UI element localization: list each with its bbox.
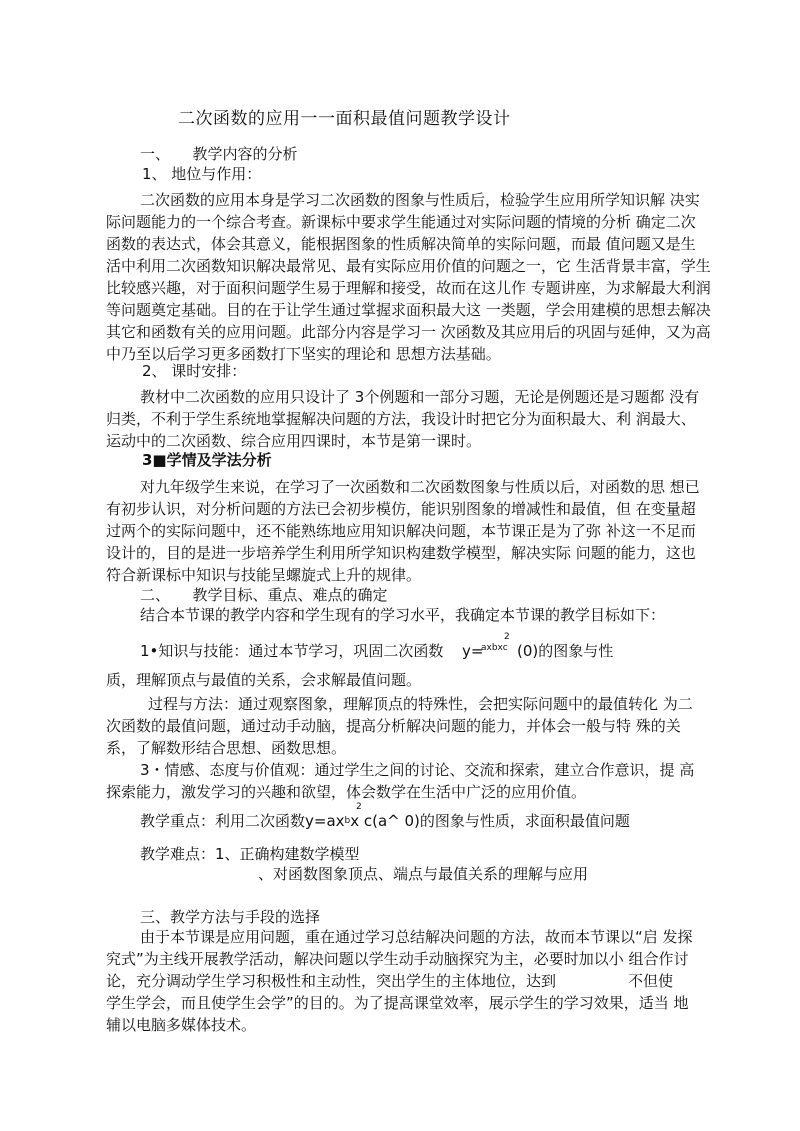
formula-superscript: 2 xyxy=(504,632,510,642)
goal-1-text-end: (0)的图象与性 xyxy=(517,642,614,660)
paragraph-line: 结合本节课的教学内容和学生现有的学习水平，我确定本节课的教学目标如下： xyxy=(140,606,666,624)
paragraph-line: 系，了解数形结合思想、函数思想。 xyxy=(106,739,347,757)
paragraph-line: 函数的表达式，体会其意义，能根据图象的性质解决简单的实际问题，而最 值问题又是生 xyxy=(106,235,696,253)
formula-b: b xyxy=(344,816,351,826)
section-1-heading: 一、 教学内容的分析 xyxy=(140,145,298,163)
paragraph-line: 教材中二次函数的应用只设计了 3个例题和一部分习题，无论是例题还是习题都 没有 xyxy=(140,388,700,406)
teaching-difficulty-1: 教学难点：1、正确构建数学模型 xyxy=(140,845,360,863)
paragraph-line: 中乃至以后学习更多函数打下坚实的理论和 思想方法基础。 xyxy=(106,345,501,363)
paragraph-line: 对九年级学生来说，在学习了一次函数和二次函数图象与性质以后，对函数的思 想已 xyxy=(140,478,700,496)
paragraph-line: 其它和函数有关的应用问题。此部分内容是学习一 次函数及其应用后的巩固与延伸，又为高 xyxy=(106,323,711,341)
paragraph-line: 有初步认识，对分析问题的方法已会初步模仿，能识别图象的增减性和最值，但 在变量超 xyxy=(106,500,696,518)
paragraph-line: 质，理解顶点与最值的关系，会求解最值问题。 xyxy=(106,671,422,689)
subsection-1-1-heading: 1、 地位与作用： xyxy=(142,165,262,183)
paragraph-line: 等问题奠定基础。目的在于让学生通过掌握求面积最大这 一类题，学会用建模的思想去解决 xyxy=(106,301,711,319)
paragraph-line: 由于本节课是应用问题，重在通过学习总结解决问题的方法，故而本节课以“启 发探 xyxy=(140,928,693,946)
paragraph-line: 过程与方法：通过观察图象，理解顶点的特殊性，会把实际问题中的最值转化 为二 xyxy=(148,695,693,713)
paragraph-line: 活中利用二次函数知识解决最常见、最有实际应用价值的问题之一，它 生活背景丰富，学生 xyxy=(106,257,711,275)
paragraph-line: 次函数的最值问题，通过动手动脑，提高分析解决问题的能力，并体会一般与特 殊的关 xyxy=(106,717,681,735)
paragraph-line: 二次函数的应用本身是学习二次函数的图象与性质后，检验学生应用所学知识解 决实 xyxy=(140,191,700,209)
paragraph-line: 际问题能力的一个综合考查。新课标中要求学生能通过对实际问题的情境的分析 确定二次 xyxy=(106,213,696,231)
section-2-heading: 二、 教学目标、重点、难点的确定 xyxy=(140,586,388,604)
paragraph-line: 归类，不利于学生系统地掌握解决问题的方法，我设计时把它分为面积最大、利 润最大、 xyxy=(106,410,696,428)
paragraph-line: 辅以电脑多媒体技术。 xyxy=(106,1016,257,1034)
paragraph-line-end: 不但使 xyxy=(628,972,674,990)
paragraph-line: 符合新课标中知识与技能呈螺旋式上升的规律。 xyxy=(106,566,422,584)
section-3-heading: 三、教学方法与手段的选择 xyxy=(140,908,321,926)
paragraph-line: 设计的，目的是进一步培养学生利用所学知识构建数学模型，解决实际 问题的能力，这也 xyxy=(106,544,696,562)
paragraph-line: 3・情感、态度与价值观：通过学生之间的讨论、交流和探索，建立合作意识，提 高 xyxy=(140,761,695,779)
teaching-key-start: 教学重点：利用二次函数y=ax xyxy=(140,812,345,830)
formula-text: axbxc xyxy=(481,643,508,653)
formula-y: y= xyxy=(462,642,484,660)
paragraph-line: 运动中的二次函数、综合应用四课时，本节是第一课时。 xyxy=(106,432,482,450)
paragraph-line: 究式”为主线开展教学活动，解决问题以学生动手动脑探究为主，必要时加以小 组合作讨 xyxy=(106,950,689,968)
formula-superscript: 2 xyxy=(356,802,362,812)
teaching-key xyxy=(140,810,630,832)
document-title: 二次函数的应用一一面积最值问题教学设计 xyxy=(178,109,511,129)
subsection-1-2-heading: 2、 课时安排： xyxy=(142,362,247,380)
teaching-key-end: x c(a^ 0)的图象与性质，求面积最值问题 xyxy=(350,812,630,830)
paragraph-line: 学生学会，而且使学生会学”的目的。为了提高课堂效率，展示学生的学习效果，适当 地 xyxy=(106,994,689,1012)
paragraph-line: 探索能力，激发学习的兴趣和欲望，体会数学在生活中广泛的应用价值。 xyxy=(106,783,587,801)
subsection-1-3-heading: 3■学情及学法分析 xyxy=(142,451,272,469)
paragraph-line: 过两个的实际问题中，还不能熟练地应用知识解决问题，本节课正是为了弥 补这一不足而 xyxy=(106,522,696,540)
paragraph-line: 比较感兴趣，对于面积问题学生易于理解和接受，故而在这儿作 专题讲座，为求解最大利润 xyxy=(106,279,711,297)
goal-1-text: 1•知识与技能：通过本节学习，巩固二次函数 xyxy=(140,642,444,660)
teaching-difficulty-2: 、对函数图象顶点、端点与最值关系的理解与应用 xyxy=(258,865,589,883)
paragraph-line: 论，充分调动学生学习积极性和主动性，突出学生的主体地位，达到 xyxy=(106,972,557,990)
